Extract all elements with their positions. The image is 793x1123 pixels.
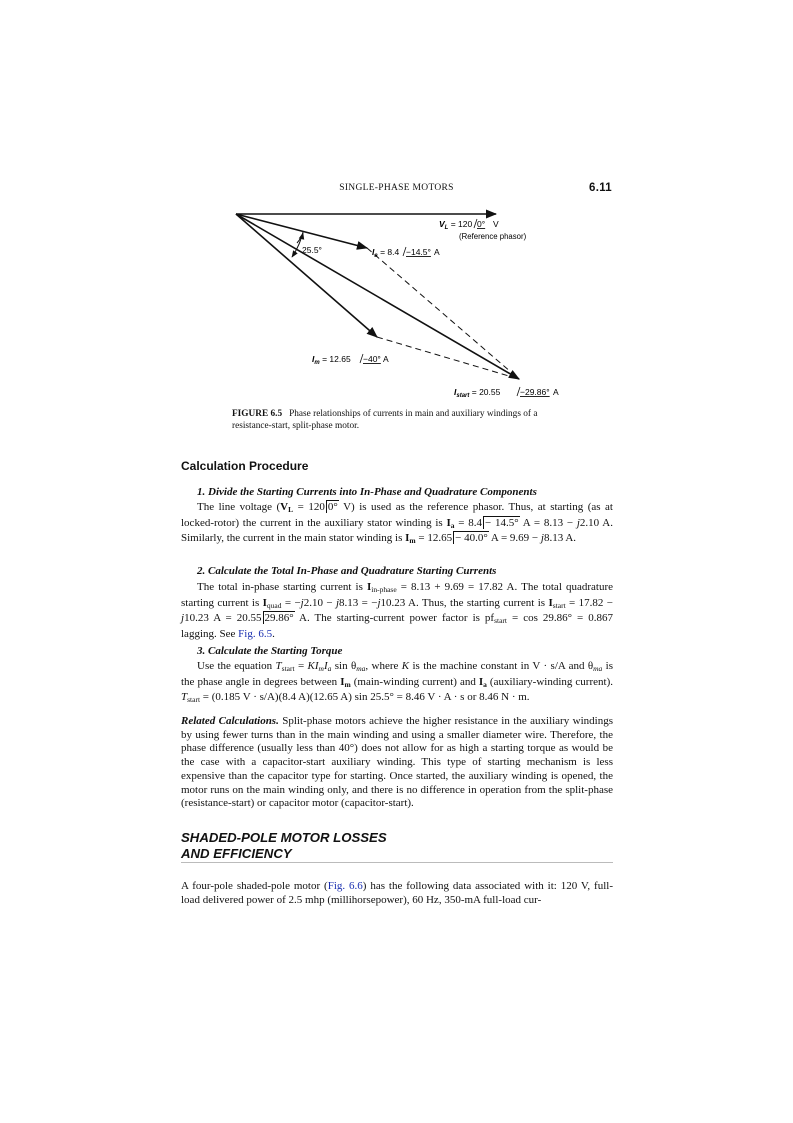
vl-label: $V_L = 120$ — [439, 219, 473, 231]
vl-unit: V — [493, 219, 499, 229]
ia-angle: −14.5° — [406, 247, 431, 257]
page-number: 6.11 — [589, 182, 612, 194]
istart-unit: A — [553, 387, 559, 397]
istart-angle: −29.86° — [520, 387, 550, 397]
running-head-title: SINGLE-PHASE MOTORS — [339, 183, 454, 193]
dashed-line-im — [377, 337, 519, 379]
figure-6-5-link[interactable]: Fig. 6.5 — [238, 628, 273, 641]
calculation-heading: Calculation Procedure — [181, 459, 309, 473]
step-1-title: 1. Divide the Starting Currents into In-Phase and Quadrature Components — [197, 486, 537, 498]
step-3-title: 3. Calculate the Starting Torque — [197, 645, 343, 657]
phasor-diagram — [230, 205, 610, 405]
related-calculations-paragraph: Related Calculations. Split-phase motors achieve the higher resistance in the auxiliary windings by using fewer turns than in the main winding and using a smaller diameter wire. Therefore, the phase difference (usually less than 40°) does not allow for as high a starting torque as would be the case with a capacitor-start auxiliary winding. This type of starting mechanism is less expensive than the capacitor type for starting. Once started, the auxiliary winding is opened, the motor runs on the main winding only, and there is no difference in operation from the split-phase (resistance-start) or capacitor motor (capacitor-start). — [181, 715, 613, 810]
related-calculations-label: Related Calculations. — [181, 715, 279, 727]
running-head — [0, 183, 793, 197]
im-label: $I_m = 12.65$ — [312, 354, 351, 366]
angle-label: 25.5° — [302, 245, 322, 255]
reference-phasor-label: (Reference phasor) — [459, 232, 527, 241]
step-3-paragraph: Use the equation $T_{start} = KI_mI_a$ $\sin \theta_{ma}$, where K is the machine constant in V · s/A and $\theta_{ma}$ is the phase angle in degrees between $I_m$ (main-winding current) and $I_a$ (auxiliary-winding current). $T_{start} = (0.185$ V · s/A)(8.4 A)(12.65 A) sin 25.5° = 8.46 V · A · s or 8.46 N · m. — [181, 660, 613, 705]
ia-unit: A — [434, 247, 440, 257]
section-rule — [181, 862, 613, 863]
step-2-paragraph: The total in-phase starting current is $I_{in-phase} = 8.13 + 9.69 = 17.82$ A. The total quadrature starting current is $I_{quad} = -j2.10 - j8.13 = -j10.23$ A. Thus, the starting current is $I_{start} = 17.82 - j10.23$ A = 20.55 29.86° A. The starting-current power factor is $pf_{start} = \cos 29.86^\circ = 0.867$ lagging. See Fig. 6.5. — [181, 581, 613, 641]
section-title: SHADED-POLE MOTOR LOSSES AND EFFICIENCY — [181, 830, 387, 861]
step-1-paragraph: The line voltage ($V_L = 120$ 0° V) is used as the reference phasor. Thus, at starting (as at locked-rotor) the current in the auxiliary stator winding is $I_a = 8.4 - 14.5^\circ$ A = 8.13 − j2.10 A. Similarly, the current in the main stator winding is $I_m = 12.65 - 40.0^\circ$ A = 9.69 − j8.13 A. — [181, 501, 613, 546]
section-paragraph: A four-pole shaded-pole motor (Fig. 6.6) has the following data associated with it: 120 V, full-load delivered power of 2.5 mhp (millihorsepower), 60 Hz, 350-mA full-load cur- — [181, 880, 613, 906]
im-angle: −40° — [363, 354, 381, 364]
figure-6-6-link[interactable]: Fig. 6.6 — [327, 880, 363, 892]
ia-label: $I_a = 8.4$ — [372, 247, 400, 259]
vl-angle: 0° — [477, 219, 486, 229]
istart-label: $I_{start} = 20.55$ — [454, 387, 501, 399]
step-2-title: 2. Calculate the Total In-Phase and Quadrature Starting Currents — [197, 565, 497, 577]
figure-caption-text: Phase relationships of currents in main and auxiliary windings of a resistance-start, split-phase motor. — [232, 409, 538, 431]
dashed-line-ia — [367, 248, 519, 379]
im-unit: A — [383, 354, 389, 364]
figure-caption — [232, 409, 562, 432]
figure-caption-label: FIGURE 6.5 — [232, 409, 283, 419]
